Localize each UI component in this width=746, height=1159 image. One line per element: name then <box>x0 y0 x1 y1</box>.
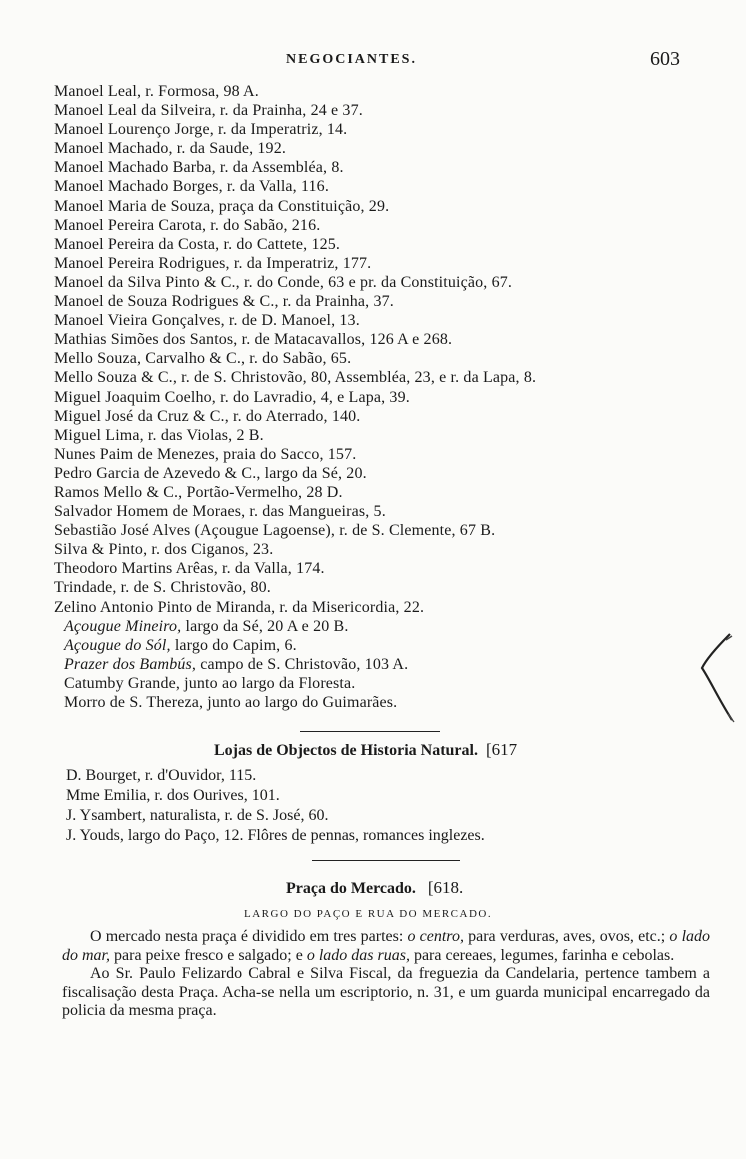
merchant-entry <box>54 158 734 177</box>
shop-entry: J. Ysambert, naturalista, r. de S. José, 60. <box>66 807 329 824</box>
merchant-entry <box>54 254 734 273</box>
entry-shop-name: Prazer dos Bambús, <box>64 655 197 673</box>
entry-text: Manoel Machado Barba, r. da Assembléa, 8. <box>54 159 344 177</box>
merchant-entry <box>54 693 734 712</box>
merchant-list <box>54 82 734 712</box>
section-heading: Praça do Mercado. <box>286 880 416 897</box>
text-run-italic: o centro, <box>407 928 464 945</box>
merchant-entry <box>54 636 734 655</box>
merchant-entry <box>54 216 734 235</box>
entry-text: largo do Capim, 6. <box>170 636 297 654</box>
entry-shop-name: Açougue do Sól, <box>64 636 171 654</box>
entry-text: Miguel Joaquim Coelho, r. do Lavradio, 4, e Lapa, 39. <box>54 388 410 406</box>
paragraph-2: Ao Sr. Paulo Felizardo Cabral e Silva Fiscal, da freguezia da Candelaria, pertence tambem a fiscalisação desta Praça. Acha-se nella um escriptorio, n. 31, e um guarda municipal encarregado da policia da mesma praça. <box>62 965 710 1020</box>
merchant-entry <box>54 617 734 636</box>
merchant-entry <box>54 445 734 464</box>
merchant-entry <box>54 540 734 559</box>
section-divider <box>312 860 460 861</box>
entry-text: Miguel José da Cruz & C., r. do Aterrado, 140. <box>54 407 361 425</box>
entry-text: Nunes Paim de Menezes, praia do Sacco, 157. <box>54 445 357 463</box>
merchant-entry <box>54 388 734 407</box>
entry-text: Manoel Lourenço Jorge, r. da Imperatriz, 14. <box>54 121 348 139</box>
merchant-entry <box>54 330 734 349</box>
merchant-entry <box>54 101 734 120</box>
merchant-entry <box>54 655 734 674</box>
page-number: 603 <box>650 48 680 70</box>
entry-text: Manoel Leal da Silveira, r. da Prainha, 24 e 37. <box>54 102 363 120</box>
merchant-entry <box>54 674 734 693</box>
entry-text: Silva & Pinto, r. dos Ciganos, 23. <box>54 541 274 559</box>
entry-text: Ramos Mello & C., Portão-Vermelho, 28 D. <box>54 483 343 501</box>
section-title-618 <box>286 878 463 898</box>
section-heading: Lojas de Objectos de Historia Natural. <box>214 742 478 759</box>
entry-text: Manoel Maria de Souza, praça da Constituição, 29. <box>54 197 390 215</box>
entry-text: Miguel Lima, r. das Violas, 2 B. <box>54 426 264 444</box>
entry-text: Manoel Pereira Carota, r. do Sabão, 216. <box>54 216 321 234</box>
entry-text: Manoel Machado Borges, r. da Valla, 116. <box>54 178 329 196</box>
merchant-entry <box>54 578 734 597</box>
merchant-entry <box>54 464 734 483</box>
entry-text: Manoel Pereira Rodrigues, r. da Imperatriz, 177. <box>54 254 372 272</box>
section-subtitle: LARGO DO PAÇO E RUA DO MERCADO. <box>244 908 493 920</box>
entry-text: Mathias Simões dos Santos, r. de Matacavallos, 126 A e 268. <box>54 331 453 349</box>
entry-text: Manoel Machado, r. da Saude, 192. <box>54 140 287 158</box>
entry-text: Pedro Garcia de Azevedo & C., largo da Sé, 20. <box>54 464 367 482</box>
merchant-entry <box>54 521 734 540</box>
entry-text: Mello Souza & C., r. de S. Christovão, 80, Assembléa, 23, e r. da Lapa, 8. <box>54 369 537 387</box>
text-run: O mercado nesta praça é dividido em tres partes: <box>90 928 408 945</box>
merchant-entry <box>54 292 734 311</box>
merchant-entry <box>54 197 734 216</box>
shop-entry: J. Youds, largo do Paço, 12. Flôres de pennas, romances inglezes. <box>66 827 485 844</box>
margin-bracket-mark <box>696 628 736 728</box>
merchant-entry <box>54 139 734 158</box>
entry-text: Trindade, r. de S. Christovão, 80. <box>54 579 271 597</box>
entry-shop-name: Açougue Mineiro, <box>64 617 182 635</box>
merchant-entry <box>54 349 734 368</box>
paragraph-1 <box>62 928 710 965</box>
text-run-italic: o lado do mar, <box>62 928 711 964</box>
entry-text: Sebastião José Alves (Açougue Lagoense), r. de S. Clemente, 67 B. <box>54 522 496 540</box>
section-title-617 <box>214 740 517 760</box>
merchant-entry <box>54 407 734 426</box>
merchant-entry <box>54 273 734 292</box>
entry-text: Morro de S. Thereza, junto ao largo do Guimarães. <box>64 694 398 711</box>
text-run: para peixe fresco e salgado; e <box>110 946 307 964</box>
natural-history-shop-list <box>66 766 485 846</box>
entry-text: Manoel de Souza Rodrigues & C., r. da Prainha, 37. <box>54 293 394 311</box>
entry-text: Salvador Homem de Moraes, r. das Mangueiras, 5. <box>54 503 386 521</box>
section-divider <box>300 731 440 732</box>
merchant-entry <box>54 559 734 578</box>
entry-text: Manoel Pereira da Costa, r. do Cattete, 125. <box>54 235 341 253</box>
entry-text: largo da Sé, 20 A e 20 B. <box>181 617 349 635</box>
entry-text: Theodoro Martins Arêas, r. da Valla, 174. <box>54 560 325 578</box>
merchant-entry <box>54 426 734 445</box>
section-ref: [618. <box>427 878 464 897</box>
merchant-entry <box>54 368 734 387</box>
merchant-entry <box>54 483 734 502</box>
shop-entry: Mme Emilia, r. dos Ourives, 101. <box>66 787 280 804</box>
merchant-entry <box>54 82 734 101</box>
merchant-entry <box>54 235 734 254</box>
market-description <box>62 928 710 1021</box>
entry-text: Mello Souza, Carvalho & C., r. do Sabão, 65. <box>54 350 352 368</box>
text-run: para verduras, aves, ovos, etc.; <box>463 928 670 945</box>
text-run: para cereaes, legumes, farinha e cebolas. <box>409 946 675 964</box>
entry-text: Catumby Grande, junto ao largo da Floresta. <box>64 674 356 692</box>
entry-text: Manoel da Silva Pinto & C., r. do Conde, 63 e pr. da Constituição, 67. <box>54 273 513 291</box>
text-run-italic: o lado das ruas, <box>306 946 410 964</box>
page-header <box>0 48 746 76</box>
merchant-entry <box>54 502 734 521</box>
shop-entry: D. Bourget, r. d'Ouvidor, 115. <box>66 767 257 784</box>
running-head: NEGOCIANTES. <box>286 52 417 67</box>
entry-text: Zelino Antonio Pinto de Miranda, r. da Misericordia, 22. <box>54 598 425 616</box>
merchant-entry <box>54 311 734 330</box>
section-ref: [617 <box>485 740 518 759</box>
merchant-entry <box>54 177 734 196</box>
merchant-entry <box>54 598 734 617</box>
entry-text: campo de S. Christovão, 103 A. <box>196 655 409 673</box>
merchant-entry <box>54 120 734 139</box>
entry-text: Manoel Vieira Gonçalves, r. de D. Manoel, 13. <box>54 312 360 330</box>
entry-text: Manoel Leal, r. Formosa, 98 A. <box>54 83 259 100</box>
